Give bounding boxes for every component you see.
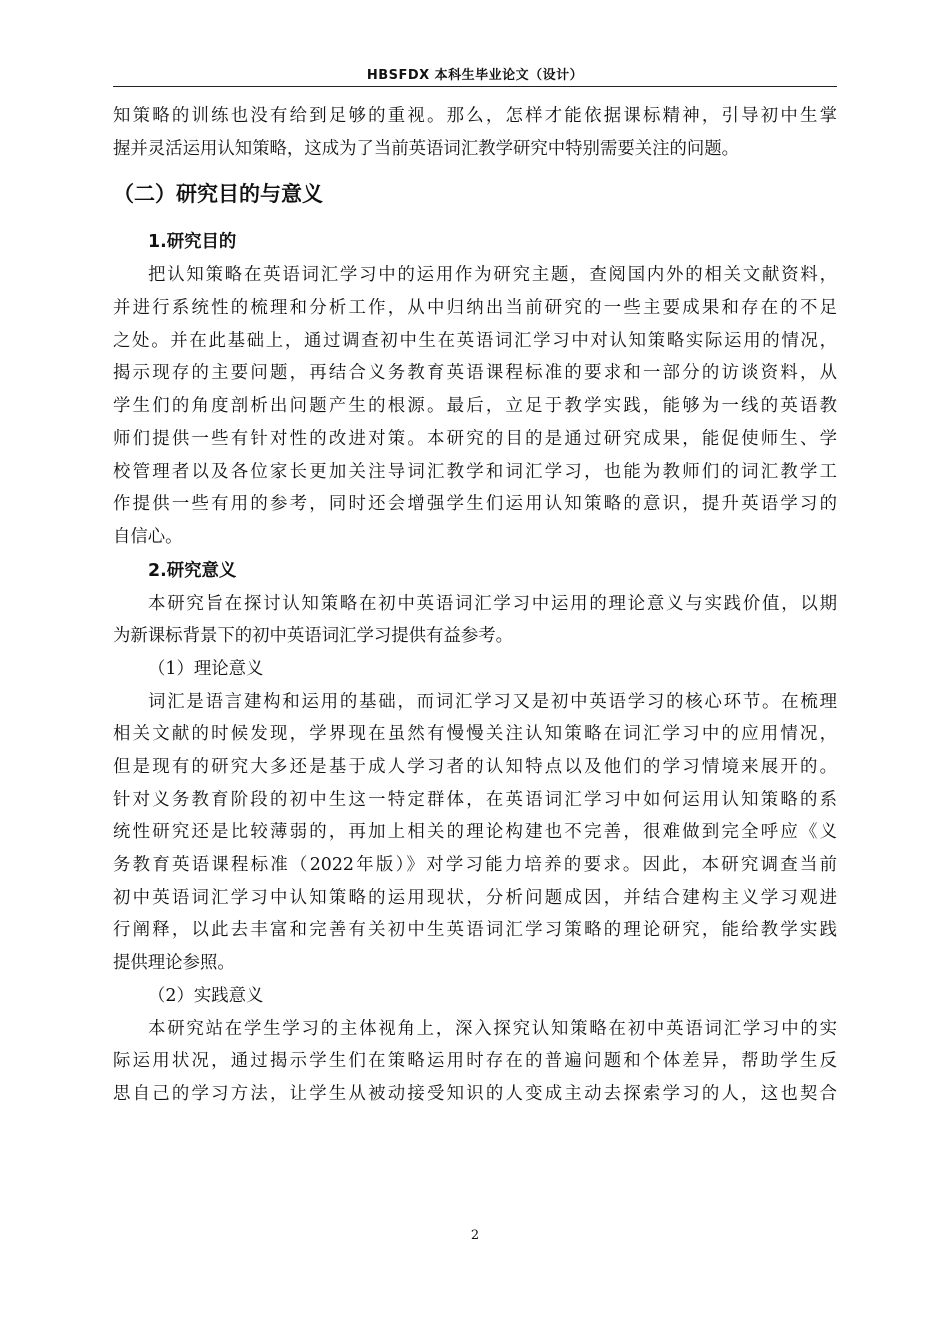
paragraph-line: 为新课标背景下的初中英语词汇学习提供有益参考。: [113, 626, 513, 647]
section-heading: （二）研究目的与意义: [113, 182, 323, 207]
paragraph-line: 务教育英语课程标准（2022年版）》对学习能力培养的要求。因此，本研究调查当前: [113, 855, 837, 876]
paragraph-line: 作提供一些有用的参考，同时还会增强学生们运用认知策略的意识，提升英语学习的: [113, 494, 837, 515]
paragraph-line: 知策略的训练也没有给到足够的重视。那么，怎样才能依据课标精神，引导初中生掌: [113, 106, 837, 126]
paragraph-line: 但是现有的研究大多还是基于成人学习者的认知特点以及他们的学习情境来展开的。: [113, 757, 837, 777]
paragraph-line: 揭示现存的主要问题，再结合义务教育英语课程标准的要求和一部分的访谈资料，从: [113, 363, 837, 384]
header-rule: [113, 86, 837, 87]
paragraph-line: 握并灵活运用认知策略，这成为了当前英语词汇教学研究中特别需要关注的问题。: [113, 138, 740, 159]
subsection-heading-significance: 2.研究意义: [148, 560, 237, 581]
paragraph-line: 校管理者以及各位家长更加关注导词汇教学和词汇学习，也能为教师们的词汇教学工: [113, 461, 837, 482]
paragraph-line: 针对义务教育阶段的初中生这一特定群体，在英语词汇学习中如何运用认知策略的系: [113, 789, 837, 810]
paragraph-line: 自信心。: [113, 526, 183, 547]
paragraph-line: 统性研究还是比较薄弱的，再加上相关的理论构建也不完善，很难做到完全呼应《义: [113, 822, 837, 843]
paragraph-line: 初中英语词汇学习中认知策略的运用现状，分析问题成因，并结合建构主义学习观进: [113, 887, 837, 908]
body-text: [113, 100, 837, 1111]
running-header: HBSFDX 本科生毕业论文（设计）: [366, 68, 584, 83]
paragraph-line: 学生们的角度剖析出问题产生的根源。最后，立足于教学实践，能够为一线的英语教: [113, 396, 837, 417]
paragraph-line: 相关文献的时候发现，学界现在虽然有慢慢关注认知策略在词汇学习中的应用情况，: [113, 724, 837, 745]
paragraph-line: 之处。并在此基础上，通过调查初中生在英语词汇学习中对认知策略实际运用的情况，: [113, 330, 837, 351]
subsubsection-heading-practice: （2）实践意义: [148, 985, 264, 1006]
paragraph-line: 行阐释，以此去丰富和完善有关初中生英语词汇学习策略的理论研究，能给教学实践: [113, 920, 837, 941]
paragraph-line: 师们提供一些有针对性的改进对策。本研究的目的是通过研究成果，能促使师生、学: [113, 428, 837, 449]
paragraph-line: 词汇是语言建构和运用的基础，而词汇学习又是初中英语学习的核心环节。在梳理: [148, 691, 837, 712]
page-number: 2: [470, 1228, 480, 1243]
paragraph-line: 把认知策略在英语词汇学习中的运用作为研究主题，查阅国内外的相关文献资料，: [148, 265, 837, 286]
paragraph-line: 提供理论参照。: [113, 953, 235, 974]
paragraph-line: 际运用状况，通过揭示学生们在策略运用时存在的普遍问题和个体差异，帮助学生反: [113, 1051, 837, 1072]
paragraph-line: 本研究旨在探讨认知策略在初中英语词汇学习中运用的理论意义与实践价值，以期: [148, 593, 837, 614]
subsubsection-heading-theory: （1）理论意义: [148, 658, 264, 679]
paragraph-line: 并进行系统性的梳理和分析工作，从中归纳出当前研究的一些主要成果和存在的不足: [113, 298, 837, 319]
subsection-heading-purpose: 1.研究目的: [148, 232, 237, 253]
paragraph-line: 思自己的学习方法，让学生从被动接受知识的人变成主动去探索学习的人，这也契合: [113, 1083, 837, 1104]
paragraph-line: 本研究站在学生学习的主体视角上，深入探究认知策略在初中英语词汇学习中的实: [148, 1018, 837, 1039]
